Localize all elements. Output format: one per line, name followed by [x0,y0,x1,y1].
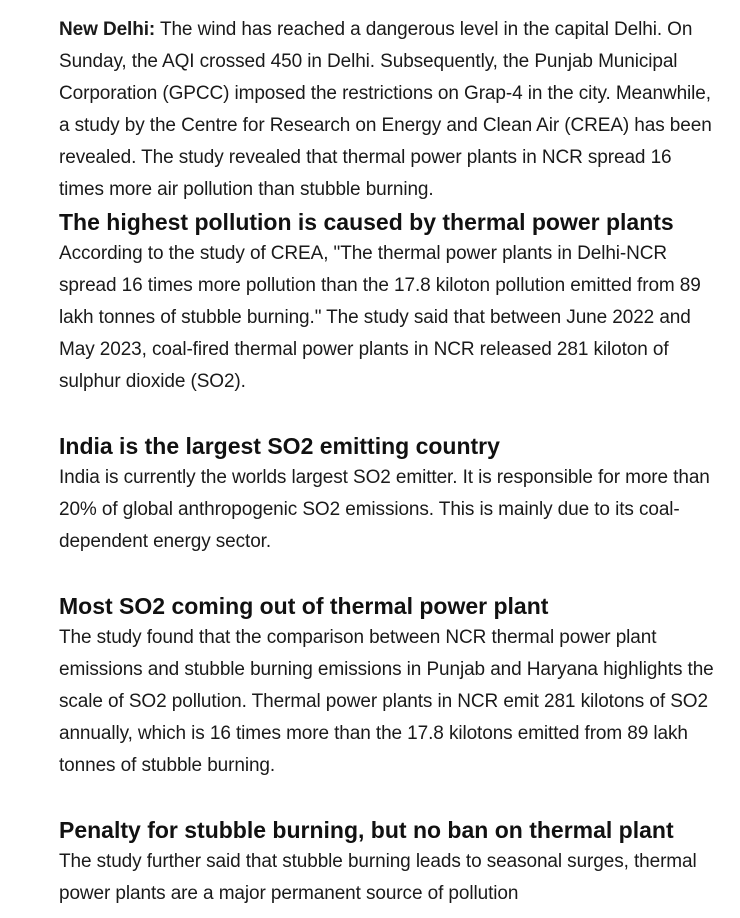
section-heading: Most SO2 coming out of thermal power plant [59,593,549,619]
article-intro [59,14,719,206]
section-body: The study further said that stubble burning leads to seasonal surges, thermal power plants are a major permanent source of pollution [59,851,697,904]
dateline: New Delhi: [59,19,156,40]
spacer [59,558,719,590]
section-heading: Penalty for stubble burning, but no ban on thermal plant [59,817,674,843]
article [59,14,719,910]
spacer [59,782,719,814]
section-body: The study found that the comparison between NCR thermal power plant emissions and stubble burning emissions in Punjab and Haryana highlights the scale of SO2 pollution. Thermal power plants in NCR emit 281 kilotons of SO2 annually, which is 16 times more than the 17.8 kilotons emitted from 89 lakh tonnes of stubble burning. [59,627,714,776]
section-heading: India is the largest SO2 emitting country [59,433,500,459]
section-body: India is currently the worlds largest SO2 emitter. It is responsible for more than 20% of global anthropogenic SO2 emissions. This is mainly due to its coal-dependent energy sector. [59,467,710,552]
section-heading: The highest pollution is caused by thermal power plants [59,209,674,235]
intro-text: The wind has reached a dangerous level in the capital Delhi. On Sunday, the AQI crossed 450 in Delhi. Subsequently, the Punjab Municipal Corporation (GPCC) imposed the restrictions on Grap-4 in the city. Meanwhile, a study by the Centre for Research on Energy and Clean Air (CREA) has been revealed. The study revealed that thermal power plants in NCR spread 16 times more air pollution than stubble burning. [59,19,712,200]
section-body: According to the study of CREA, "The thermal power plants in Delhi-NCR spread 16 times more pollution than the 17.8 kiloton pollution emitted from 89 lakh tonnes of stubble burning." The study said that between June 2022 and May 2023, coal-fired thermal power plants in NCR released 281 kiloton of sulphur dioxide (SO2). [59,243,701,392]
spacer [59,398,719,430]
